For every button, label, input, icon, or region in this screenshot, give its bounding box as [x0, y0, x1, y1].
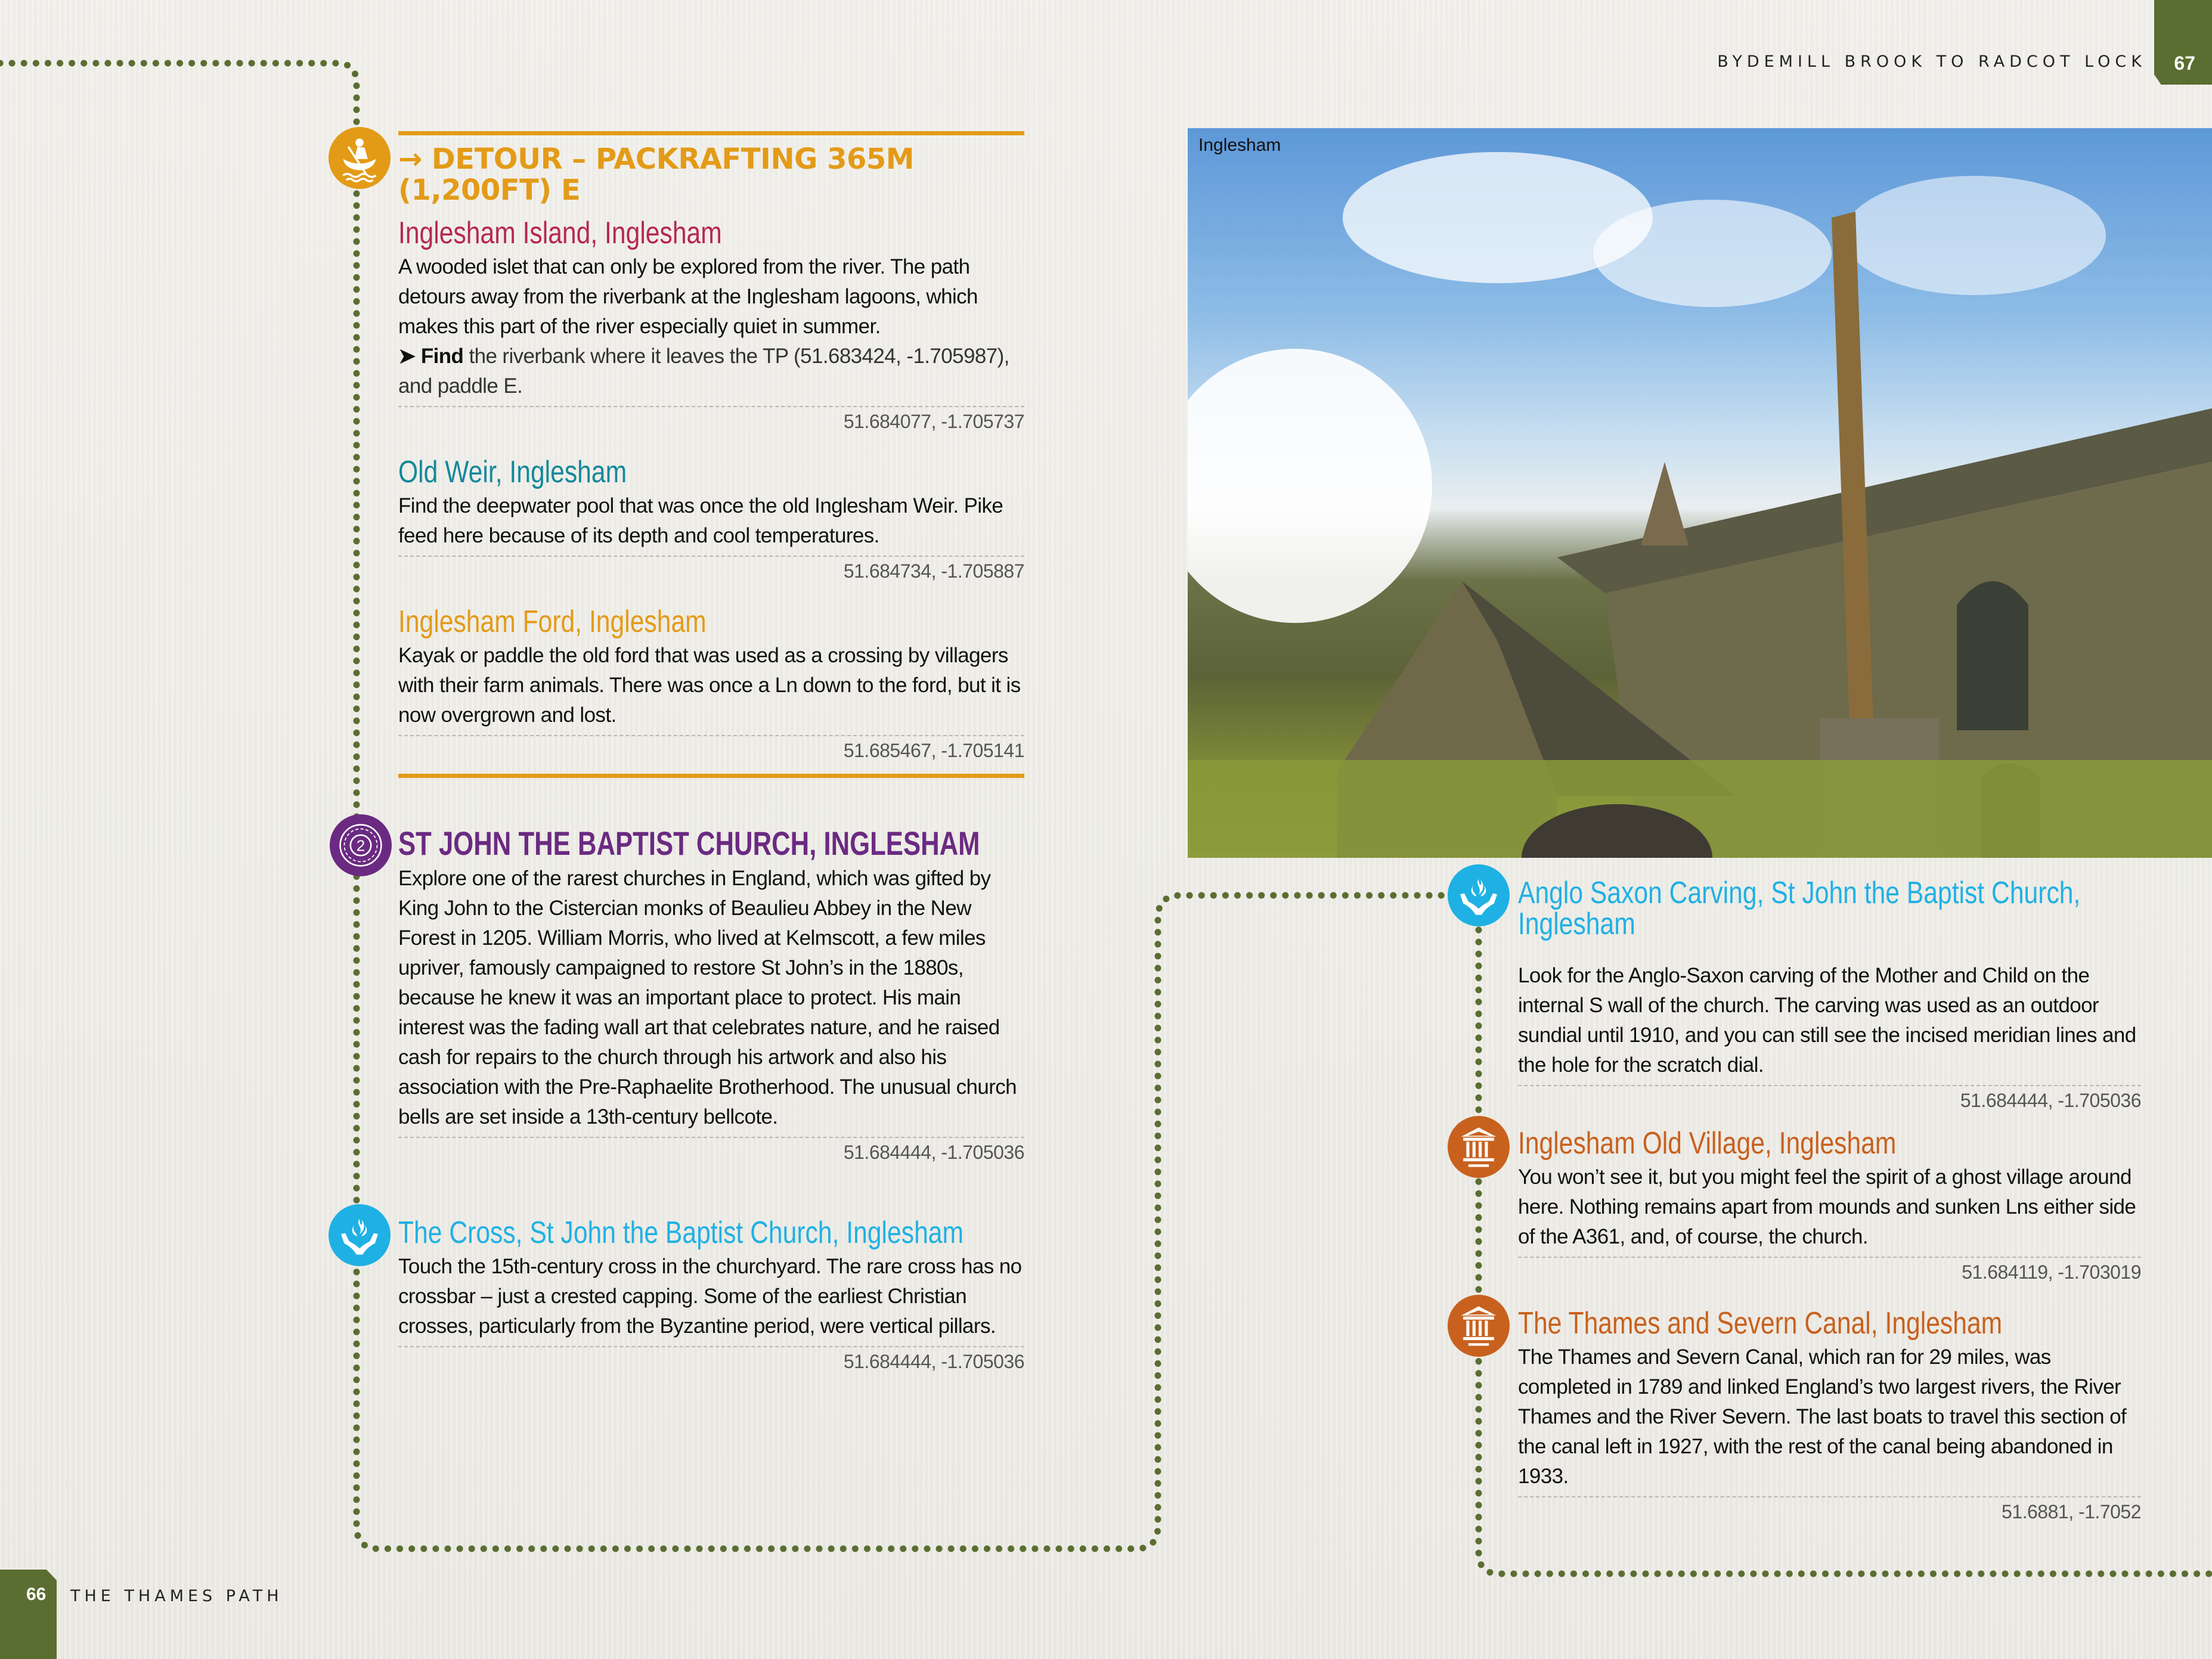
detour-top-rule — [398, 131, 1024, 135]
entry-anglo-saxon-carving — [1518, 877, 2141, 1112]
entry-body: You won’t see it, but you might feel the spirit of a ghost village around here. Nothing remains apart from mounds and sunken Lns either side of the A361, and, of course, the church. — [1518, 1165, 2136, 1248]
entry-title: Inglesham Old Village, Inglesham — [1518, 1126, 1897, 1161]
find-text: the riverbank where it leaves the TP (51.683424, -1.705987), and paddle E. — [398, 345, 1009, 398]
entry-title: Inglesham Ford, Inglesham — [398, 604, 707, 639]
church-number: 2 — [356, 838, 365, 855]
entry-title: The Thames and Severn Canal, Inglesham — [1518, 1306, 2003, 1341]
entry-body: The Thames and Severn Canal, which ran for 29 miles, was completed in 1789 and linked England’s two largest rivers, the River Thames and the River Severn. The last boats to travel this section of the canal left in 1927, with the rest of the canal being abandoned in 1933. — [1518, 1345, 2127, 1488]
entry-title: Old Weir, Inglesham — [398, 455, 627, 489]
entry-title: Inglesham Island, Inglesham — [398, 216, 722, 250]
page-number-left: 66 — [26, 1584, 47, 1604]
running-head: BYDEMILL BROOK TO RADCOT LOCK — [1717, 52, 2146, 71]
entry-body: Look for the Anglo-Saxon carving of the Mother and Child on the internal S wall of the church. The carving was used as an outdoor sundial until 1910, and you can still see the incised meridian lines and the hole for the scratch dial. — [1518, 964, 2136, 1077]
kayak-icon — [329, 127, 391, 189]
photo-caption: Inglesham — [1198, 135, 1281, 155]
entry-body-text: A wooded islet that can only be explored from the river. The path detours away from the riverbank at the Inglesham lagoons, which makes this part of the river especially quiet in summer. — [398, 255, 978, 338]
entry-title: The Cross, St John the Baptist Church, Inglesham — [398, 1215, 964, 1250]
coordinates[interactable]: 51.6881, -1.7052 — [1518, 1496, 2141, 1523]
entry-body: Touch the 15th-century cross in the churchyard. The rare cross has no crossbar – just a crested capping. Some of the earliest Christian crosses, particularly from the Byzantine period, were vertical pillars. — [398, 1255, 1022, 1338]
detour-bottom-rule — [398, 774, 1024, 778]
find-label: ➤ Find — [398, 345, 464, 368]
entry-body — [398, 252, 1024, 401]
coordinates[interactable]: 51.684444, -1.705036 — [398, 1137, 1024, 1164]
entry-title: Anglo Saxon Carving, St John the Baptist Church, Inglesham — [1518, 876, 2081, 941]
running-foot: THE THAMES PATH — [70, 1587, 283, 1605]
entry-thames-severn-canal — [1518, 1307, 2141, 1523]
entry-inglesham-island — [398, 216, 1024, 433]
heritage-building-icon — [1448, 1295, 1510, 1357]
page-number-right: 67 — [2174, 52, 2195, 74]
church-body: Explore one of the rarest churches in England, which was gifted by King John to the Cistercian monks of Beaulieu Abbey in the New Forest in 1205. William Morris, who lived at Kelmscott, a few miles upriver, famously campaigned to restore St John’s in the 1880s, because he knew it was an important place to protect. His main interest was the fading wall art that celebrates nature, and he raised cash for repairs to the church through his artwork and also his association with the Pre-Raphaelite Brotherhood. The unusual church bells are set inside a 13th-century bellcote. — [398, 867, 1017, 1128]
entry-body: Kayak or paddle the old ford that was used as a crossing by villagers with their farm animals. There was once a Ln down to the ford, but it is now overgrown and lost. — [398, 644, 1021, 727]
coordinates[interactable]: 51.684119, -1.703019 — [1518, 1257, 2141, 1283]
cross-section — [398, 1216, 1024, 1373]
coordinates[interactable]: 51.684077, -1.705737 — [398, 406, 1024, 433]
coordinates[interactable]: 51.684444, -1.705036 — [1518, 1085, 2141, 1112]
coordinates[interactable]: 51.684444, -1.705036 — [398, 1346, 1024, 1373]
church-photo — [1188, 128, 2212, 858]
detour-heading: → DETOUR – PACKRAFTING 365M (1,200FT) E — [398, 142, 915, 207]
heritage-building-icon — [1448, 1116, 1510, 1178]
coordinates[interactable]: 51.684734, -1.705887 — [398, 556, 1024, 582]
entry-old-village — [1518, 1127, 2141, 1283]
photo-illustration — [1188, 128, 2212, 858]
detour-section — [398, 131, 1024, 778]
church-heading: ST JOHN THE BAPTIST CHURCH, INGLESHAM — [398, 824, 980, 862]
entry-old-weir — [398, 455, 1024, 582]
numbered-celtic-knot-icon — [330, 814, 392, 876]
sacred-flame-hands-icon — [329, 1204, 391, 1266]
entry-body: Find the deepwater pool that was once the old Inglesham Weir. Pike feed here because of its depth and cool temperatures. — [398, 494, 1003, 547]
entry-inglesham-ford — [398, 605, 1024, 762]
church-section — [398, 826, 1024, 1164]
sacred-flame-hands-icon — [1448, 864, 1510, 926]
coordinates[interactable]: 51.685467, -1.705141 — [398, 735, 1024, 762]
page-tab-left — [0, 1570, 57, 1659]
